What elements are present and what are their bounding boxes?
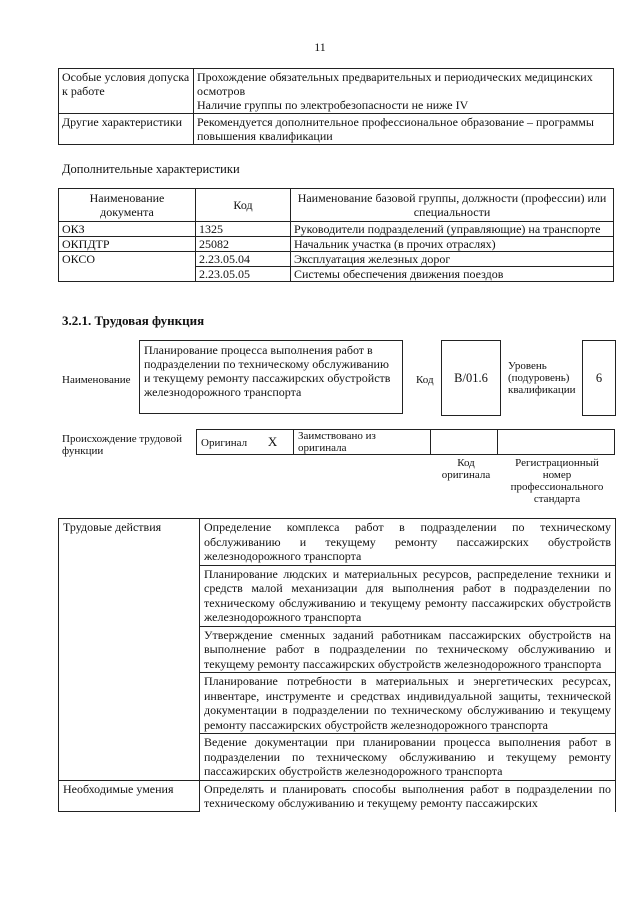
level-box — [582, 340, 616, 416]
additional-title: Дополнительные характеристики — [62, 162, 240, 176]
reg-number-caption: Регистрационный номер профессионального стандарта — [510, 457, 604, 505]
table-row — [59, 222, 614, 237]
labor-actions-table — [58, 518, 616, 812]
row-label: Особые условия допуска к работе — [59, 69, 194, 114]
action-item: Ведение документации при планировании процесса выполнения работ в подразделении по техническому обслуживанию и текущему ремонту пассажирских обустройств железнодорожного транспорта — [200, 734, 616, 781]
table-cell: Эксплуатация железных дорог — [291, 252, 614, 267]
origin-table — [196, 429, 615, 455]
row-value — [194, 114, 614, 145]
origin-label: Происхождение трудовой функции — [62, 433, 183, 457]
page-number: 11 — [314, 40, 326, 54]
function-name: Планирование процесса выполнения работ в подразделении по техническому обслуживанию и текущему ремонту пассажирских обустройств железнодорожного транспорта — [144, 343, 391, 399]
table-row — [59, 519, 616, 566]
column-header: Код — [196, 189, 291, 222]
value-line: Прохождение обязательных предварительных и периодических медицинских осмотров — [197, 70, 593, 98]
action-item: Планирование людских и материальных ресурсов, распределение техники и средств малой механизации для выполнения работ в подразделении по техническому обслуживанию и текущему ремонту пассажирских обустройств железнодорожного транспорта — [200, 565, 616, 626]
conditions-table — [58, 68, 614, 145]
table-row — [59, 114, 614, 145]
level-value: 6 — [595, 371, 603, 385]
table-row — [59, 780, 616, 812]
header-row — [59, 189, 614, 222]
code-value: B/01.6 — [454, 371, 488, 385]
table-cell: Начальник участка (в прочих отраслях) — [291, 237, 614, 252]
original-mark: X — [267, 433, 278, 449]
origin-row — [197, 430, 615, 455]
value-line: Наличие группы по электробезопасности не ниже IV — [197, 98, 469, 112]
additional-table — [58, 188, 614, 282]
code-original-cell — [431, 430, 498, 455]
action-item: Определение комплекса работ в подразделении по техническому обслуживанию и текущему ремонту пассажирских обустройств железнодорожного транспорта — [200, 519, 616, 566]
action-item: Планирование потребности в материальных и энергетических ресурсах, инвентаре, инструменте и средствах индивидуальной защиты, технической документации в подразделении по техническому обслуживанию и текущему ремонту пассажирских обустройств железнодорожного транспорта — [200, 673, 616, 734]
original-label: Оригинал — [201, 436, 248, 449]
action-item: Утверждение сменных заданий работникам пассажирских обустройств на выполнение работ в подразделении по техническому обслуживанию и текущему ремонту пассажирских обустройств железнодорожного транспорта — [200, 626, 616, 673]
table-cell: ОКЗ — [59, 222, 196, 237]
actions-label: Трудовые действия — [59, 519, 200, 781]
table-row — [59, 69, 614, 114]
code-box — [441, 340, 501, 416]
row-label: Другие характеристики — [59, 114, 194, 145]
column-header: Наименование документа — [59, 189, 196, 222]
borrowed-cell — [294, 430, 431, 455]
value-line: Рекомендуется дополнительное профессиональное образование – программы повышения квалификации — [197, 115, 594, 143]
code-label: Код — [416, 374, 434, 386]
borrowed-label: Заимствовано из оригинала — [298, 430, 376, 454]
reg-number-cell — [498, 430, 615, 455]
table-cell: 2.23.05.05 — [196, 267, 291, 282]
column-header: Наименование базовой группы, должности (профессии) или специальности — [291, 189, 614, 222]
table-row — [59, 252, 614, 267]
table-cell: 1325 — [196, 222, 291, 237]
table-cell: 2.23.05.04 — [196, 252, 291, 267]
name-label: Наименование — [62, 374, 131, 386]
table-cell: ОКСО — [59, 252, 196, 282]
table-cell: ОКПДТР — [59, 237, 196, 252]
function-name-box — [139, 340, 403, 414]
row-value — [194, 69, 614, 114]
function-heading: 3.2.1. Трудовая функция — [62, 313, 205, 328]
skills-label: Необходимые умения — [59, 780, 200, 812]
original-cell — [197, 430, 294, 455]
table-cell: Руководители подразделений (управляющие) на транспорте — [291, 222, 614, 237]
skill-item: Определять и планировать способы выполнения работ в подразделении по техническому обслуживанию и текущему ремонту пассажирских — [200, 780, 616, 812]
table-cell: 25082 — [196, 237, 291, 252]
level-label: Уровень (подуровень) квалификации — [508, 360, 576, 396]
table-row — [59, 237, 614, 252]
code-original-caption: Код оригинала — [441, 457, 491, 481]
table-cell: Системы обеспечения движения поездов — [291, 267, 614, 282]
